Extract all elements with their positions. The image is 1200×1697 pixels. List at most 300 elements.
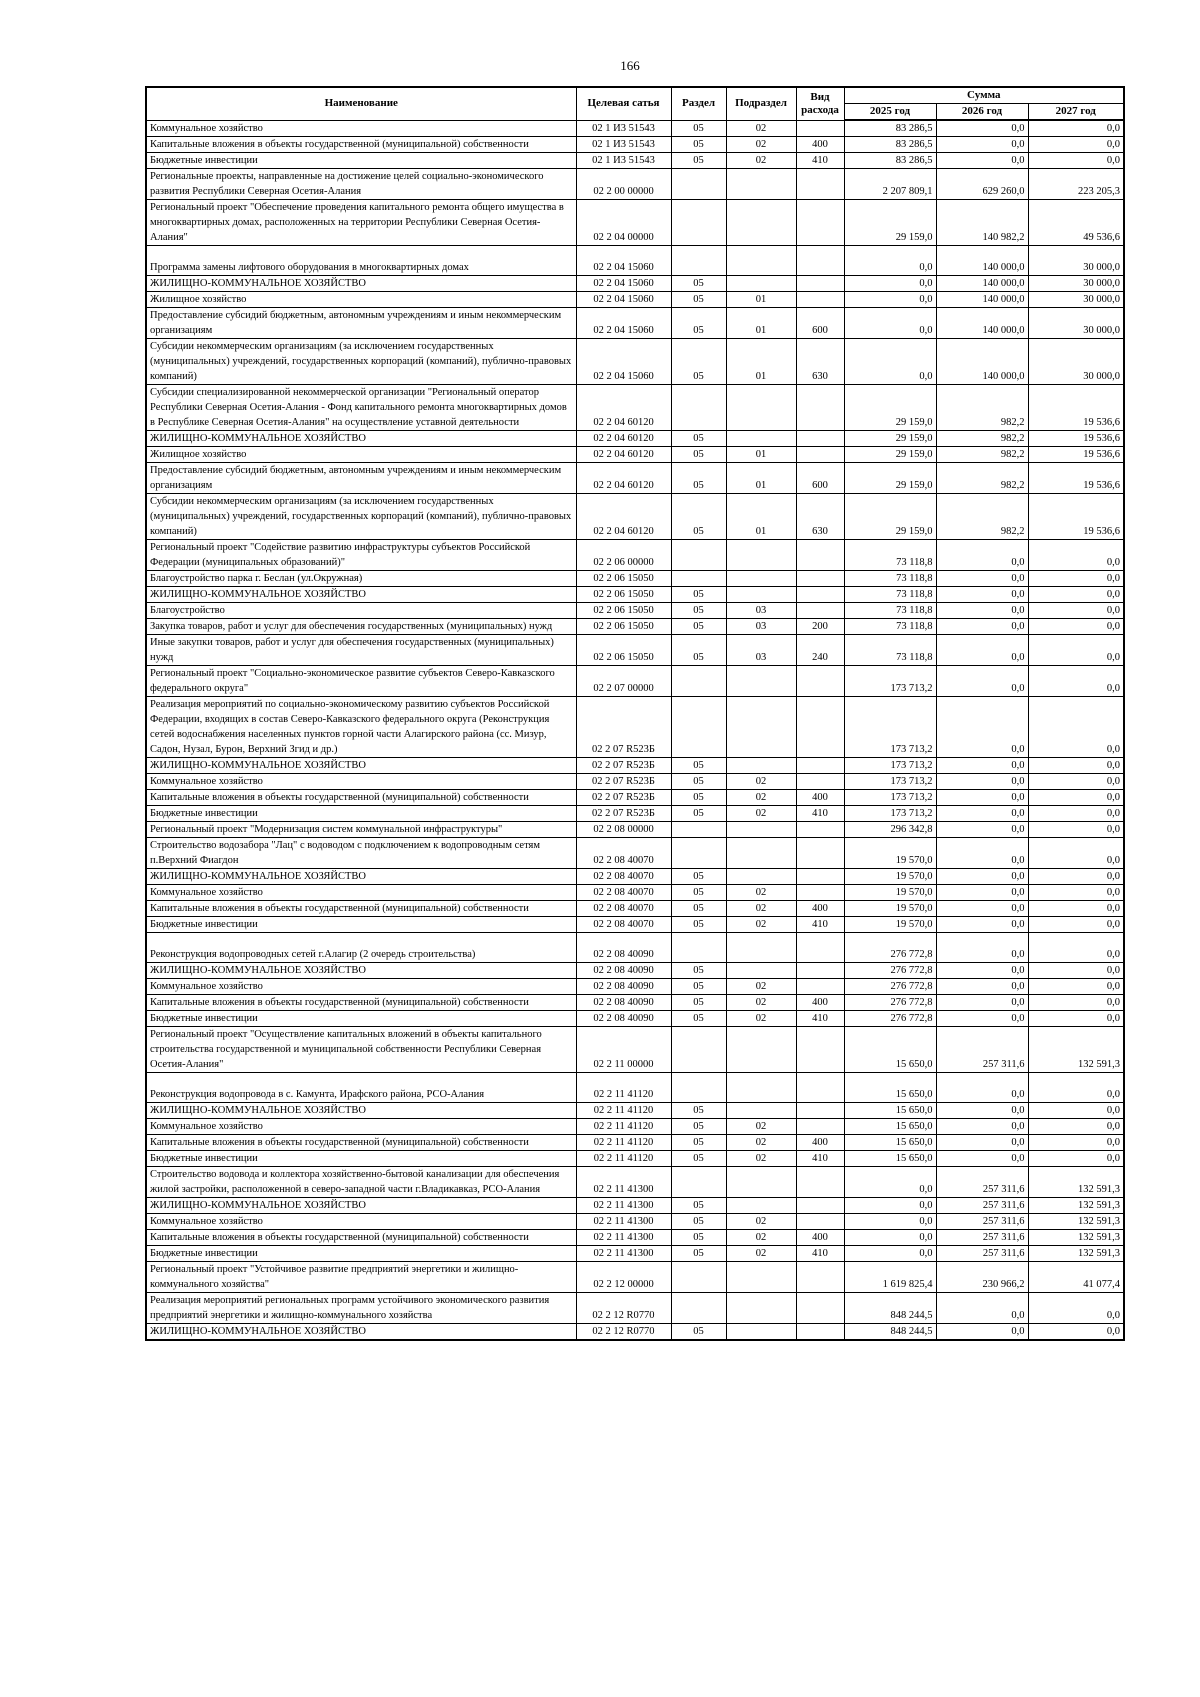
row-section: 05 [671,885,726,901]
row-amount-2027: 0,0 [1028,979,1124,995]
row-section: 05 [671,1135,726,1151]
row-name: ЖИЛИЩНО-КОММУНАЛЬНОЕ ХОЗЯЙСТВО [146,963,576,979]
row-name: Иные закупки товаров, работ и услуг для обеспечения государственных (муниципальных) нужд [146,635,576,666]
row-amount-2027: 132 591,3 [1028,1198,1124,1214]
row-subsection: 02 [726,1230,796,1246]
row-expense-type [796,822,844,838]
row-subsection: 02 [726,917,796,933]
row-name: Программа замены лифтового оборудования в многоквартирных домах [146,246,576,276]
row-section: 05 [671,1198,726,1214]
row-amount-2025: 848 244,5 [844,1293,936,1324]
row-section [671,385,726,431]
row-target-code: 02 2 04 60120 [576,494,671,540]
row-subsection: 02 [726,806,796,822]
row-subsection: 02 [726,901,796,917]
row-name: Капитальные вложения в объекты государственной (муниципальной) собственности [146,995,576,1011]
row-target-code: 02 2 06 15050 [576,619,671,635]
row-amount-2025: 276 772,8 [844,933,936,963]
row-expense-type: 630 [796,339,844,385]
row-target-code: 02 2 11 41120 [576,1151,671,1167]
row-amount-2025: 73 118,8 [844,635,936,666]
row-target-code: 02 2 08 40070 [576,869,671,885]
row-amount-2027: 0,0 [1028,917,1124,933]
row-subsection: 02 [726,790,796,806]
row-name: ЖИЛИЩНО-КОММУНАЛЬНОЕ ХОЗЯЙСТВО [146,1324,576,1341]
row-amount-2025: 15 650,0 [844,1119,936,1135]
row-subsection [726,1103,796,1119]
row-target-code: 02 2 00 00000 [576,169,671,200]
table-row [146,1214,1124,1230]
row-subsection: 02 [726,1011,796,1027]
row-target-code: 02 1 И3 51543 [576,153,671,169]
table-row [146,1293,1124,1324]
row-section: 05 [671,1151,726,1167]
row-name: ЖИЛИЩНО-КОММУНАЛЬНОЕ ХОЗЯЙСТВО [146,869,576,885]
row-name: Строительство водозабора "Лац" с водоводом с подключением к водопроводным сетям п.Верхний Фиагдон [146,838,576,869]
table-row [146,603,1124,619]
row-target-code: 02 2 07 R523Б [576,758,671,774]
row-expense-type [796,120,844,137]
row-amount-2027: 30 000,0 [1028,276,1124,292]
row-name: Региональный проект "Модернизация систем коммунальной инфраструктуры" [146,822,576,838]
row-expense-type [796,933,844,963]
row-section: 05 [671,917,726,933]
row-section [671,1262,726,1293]
row-subsection [726,1198,796,1214]
row-amount-2025: 73 118,8 [844,540,936,571]
row-amount-2026: 0,0 [936,603,1028,619]
table-row [146,1246,1124,1262]
row-amount-2025: 0,0 [844,276,936,292]
row-section [671,169,726,200]
row-name: Бюджетные инвестиции [146,1246,576,1262]
row-subsection [726,697,796,758]
row-section [671,933,726,963]
row-amount-2025: 173 713,2 [844,666,936,697]
row-amount-2027: 19 536,6 [1028,494,1124,540]
row-amount-2027: 0,0 [1028,1073,1124,1103]
row-target-code: 02 2 08 40070 [576,901,671,917]
row-amount-2027: 0,0 [1028,1011,1124,1027]
row-section: 05 [671,869,726,885]
row-expense-type [796,979,844,995]
row-amount-2026: 0,0 [936,697,1028,758]
row-name: Коммунальное хозяйство [146,885,576,901]
row-target-code: 02 2 04 60120 [576,385,671,431]
row-expense-type [796,200,844,246]
row-amount-2027: 0,0 [1028,885,1124,901]
row-amount-2025: 19 570,0 [844,901,936,917]
table-row [146,246,1124,276]
budget-table [145,86,1125,1341]
row-target-code: 02 2 12 R0770 [576,1293,671,1324]
row-amount-2026: 0,0 [936,838,1028,869]
row-amount-2027: 0,0 [1028,1119,1124,1135]
row-target-code: 02 2 07 00000 [576,666,671,697]
row-subsection [726,869,796,885]
row-expense-type: 410 [796,1151,844,1167]
table-row [146,339,1124,385]
row-amount-2027: 223 205,3 [1028,169,1124,200]
row-target-code: 02 2 11 41120 [576,1119,671,1135]
table-row [146,869,1124,885]
table-row [146,276,1124,292]
table-row [146,838,1124,869]
table-row [146,1167,1124,1198]
row-amount-2027: 0,0 [1028,666,1124,697]
row-amount-2026: 0,0 [936,540,1028,571]
col-header-target: Целевая сатья [576,87,671,120]
row-target-code: 02 2 06 15050 [576,603,671,619]
row-section [671,822,726,838]
row-amount-2026: 982,2 [936,447,1028,463]
row-expense-type: 400 [796,790,844,806]
row-name: Региональный проект "Осуществление капитальных вложений в объекты капитального строительства государственной и муниципальной собственности Республики Северная Осетия-Алания" [146,1027,576,1073]
row-subsection [726,1073,796,1103]
row-amount-2026: 0,0 [936,885,1028,901]
row-expense-type [796,1027,844,1073]
row-amount-2027: 0,0 [1028,822,1124,838]
row-subsection: 02 [726,137,796,153]
row-name: Благоустройство парка г. Беслан (ул.Окружная) [146,571,576,587]
col-header-name: Наименование [146,87,576,120]
row-expense-type [796,1198,844,1214]
row-amount-2027: 0,0 [1028,587,1124,603]
row-section: 05 [671,463,726,494]
row-amount-2027: 19 536,6 [1028,447,1124,463]
row-subsection [726,1027,796,1073]
row-expense-type [796,431,844,447]
row-amount-2025: 29 159,0 [844,200,936,246]
row-amount-2027: 0,0 [1028,758,1124,774]
row-expense-type: 400 [796,901,844,917]
row-expense-type [796,697,844,758]
row-expense-type [796,246,844,276]
table-row [146,447,1124,463]
row-amount-2025: 0,0 [844,1246,936,1262]
row-expense-type: 410 [796,917,844,933]
row-section: 05 [671,431,726,447]
row-subsection: 03 [726,603,796,619]
row-amount-2025: 15 650,0 [844,1027,936,1073]
table-row [146,494,1124,540]
row-expense-type [796,666,844,697]
row-expense-type: 410 [796,1011,844,1027]
row-amount-2025: 0,0 [844,292,936,308]
row-subsection: 03 [726,619,796,635]
row-amount-2026: 0,0 [936,1119,1028,1135]
row-section: 05 [671,1214,726,1230]
row-amount-2027: 0,0 [1028,963,1124,979]
table-row [146,933,1124,963]
row-name: ЖИЛИЩНО-КОММУНАЛЬНОЕ ХОЗЯЙСТВО [146,758,576,774]
row-amount-2026: 0,0 [936,822,1028,838]
row-expense-type: 400 [796,1135,844,1151]
row-amount-2025: 173 713,2 [844,774,936,790]
row-amount-2027: 19 536,6 [1028,463,1124,494]
row-expense-type [796,276,844,292]
table-row [146,885,1124,901]
row-amount-2025: 29 159,0 [844,494,936,540]
row-amount-2026: 0,0 [936,1324,1028,1341]
row-subsection: 02 [726,1214,796,1230]
row-section: 05 [671,901,726,917]
row-amount-2025: 15 650,0 [844,1073,936,1103]
table-row [146,1324,1124,1341]
col-header-2027: 2027 год [1028,104,1124,121]
row-name: Капитальные вложения в объекты государственной (муниципальной) собственности [146,1230,576,1246]
table-row [146,806,1124,822]
table-row [146,1198,1124,1214]
row-name: Бюджетные инвестиции [146,153,576,169]
row-name: Бюджетные инвестиции [146,917,576,933]
row-expense-type: 200 [796,619,844,635]
row-amount-2026: 0,0 [936,1073,1028,1103]
row-amount-2026: 257 311,6 [936,1027,1028,1073]
row-amount-2025: 29 159,0 [844,463,936,494]
row-subsection: 02 [726,1135,796,1151]
row-amount-2027: 30 000,0 [1028,292,1124,308]
row-name: Региональный проект "Социально-экономическое развитие субъектов Северо-Кавказского федерального округа" [146,666,576,697]
row-amount-2026: 140 000,0 [936,339,1028,385]
row-section: 05 [671,276,726,292]
row-expense-type: 410 [796,806,844,822]
row-section [671,540,726,571]
row-amount-2026: 0,0 [936,635,1028,666]
row-name: Закупка товаров, работ и услуг для обеспечения государственных (муниципальных) нужд [146,619,576,635]
row-amount-2027: 49 536,6 [1028,200,1124,246]
row-amount-2025: 83 286,5 [844,120,936,137]
row-amount-2027: 0,0 [1028,838,1124,869]
row-amount-2025: 173 713,2 [844,758,936,774]
row-section: 05 [671,790,726,806]
row-section: 05 [671,1246,726,1262]
row-section: 05 [671,137,726,153]
row-expense-type: 400 [796,1230,844,1246]
table-row [146,995,1124,1011]
row-amount-2026: 0,0 [936,790,1028,806]
row-amount-2025: 173 713,2 [844,790,936,806]
row-amount-2026: 0,0 [936,153,1028,169]
row-expense-type: 240 [796,635,844,666]
row-amount-2025: 1 619 825,4 [844,1262,936,1293]
row-target-code: 02 2 08 40070 [576,917,671,933]
row-amount-2026: 257 311,6 [936,1214,1028,1230]
row-subsection: 02 [726,995,796,1011]
row-expense-type [796,774,844,790]
table-body [146,120,1124,1340]
row-name: Предоставление субсидий бюджетным, автономным учреждениям и иным некоммерческим организациям [146,308,576,339]
row-amount-2027: 0,0 [1028,137,1124,153]
row-amount-2026: 230 966,2 [936,1262,1028,1293]
row-name: Капитальные вложения в объекты государственной (муниципальной) собственности [146,137,576,153]
row-expense-type: 410 [796,1246,844,1262]
row-subsection: 01 [726,494,796,540]
row-subsection [726,385,796,431]
row-name: Бюджетные инвестиции [146,1151,576,1167]
row-section: 05 [671,758,726,774]
row-expense-type [796,869,844,885]
row-subsection: 02 [726,153,796,169]
row-name: Строительство водовода и коллектора хозяйственно-бытовой канализации для обеспечения жилой застройки, расположенной в северо-западной части г.Владикавказ, РСО-Алания [146,1167,576,1198]
row-section [671,571,726,587]
table-row [146,153,1124,169]
row-amount-2025: 296 342,8 [844,822,936,838]
table-row [146,979,1124,995]
row-expense-type [796,1262,844,1293]
row-target-code: 02 2 06 15050 [576,635,671,666]
table-row [146,292,1124,308]
row-target-code: 02 2 08 40090 [576,1011,671,1027]
row-amount-2025: 0,0 [844,246,936,276]
row-amount-2027: 30 000,0 [1028,308,1124,339]
row-amount-2026: 0,0 [936,619,1028,635]
row-amount-2026: 140 000,0 [936,308,1028,339]
row-amount-2027: 0,0 [1028,1151,1124,1167]
row-amount-2027: 0,0 [1028,697,1124,758]
row-subsection: 02 [726,120,796,137]
row-name: Реконструкция водопровода в с. Камунта, Ирафского района, РСО-Алания [146,1073,576,1103]
row-amount-2026: 0,0 [936,120,1028,137]
row-target-code: 02 2 11 41300 [576,1230,671,1246]
row-amount-2027: 0,0 [1028,901,1124,917]
table-row [146,1027,1124,1073]
row-section [671,1073,726,1103]
row-name: Субсидии некоммерческим организациям (за исключением государственных (муниципальных) учреждений, государственных корпораций (компаний), публично-правовых компаний) [146,339,576,385]
table-row [146,169,1124,200]
row-subsection: 01 [726,463,796,494]
row-target-code: 02 2 04 60120 [576,447,671,463]
row-name: Бюджетные инвестиции [146,1011,576,1027]
table-row [146,963,1124,979]
row-amount-2025: 2 207 809,1 [844,169,936,200]
row-subsection: 01 [726,292,796,308]
row-section: 05 [671,1119,726,1135]
row-section [671,838,726,869]
row-amount-2025: 0,0 [844,1167,936,1198]
table-row [146,137,1124,153]
table-row [146,758,1124,774]
table-row [146,697,1124,758]
row-amount-2025: 0,0 [844,339,936,385]
row-target-code: 02 2 11 41300 [576,1214,671,1230]
row-section: 05 [671,995,726,1011]
row-amount-2025: 276 772,8 [844,995,936,1011]
row-amount-2026: 140 000,0 [936,292,1028,308]
table-row [146,1230,1124,1246]
col-header-sum: Сумма [844,87,1124,104]
table-row [146,1119,1124,1135]
table-row [146,1073,1124,1103]
row-name: ЖИЛИЩНО-КОММУНАЛЬНОЕ ХОЗЯЙСТВО [146,1103,576,1119]
row-name: Коммунальное хозяйство [146,979,576,995]
row-section [671,1293,726,1324]
row-amount-2027: 0,0 [1028,1135,1124,1151]
row-amount-2026: 0,0 [936,587,1028,603]
row-amount-2026: 0,0 [936,901,1028,917]
table-row [146,822,1124,838]
row-amount-2026: 0,0 [936,869,1028,885]
row-name: Региональный проект "Содействие развитию инфраструктуры субъектов Российской Федерации (муниципальных образований)" [146,540,576,571]
row-amount-2026: 140 000,0 [936,246,1028,276]
row-amount-2027: 132 591,3 [1028,1214,1124,1230]
row-subsection [726,1167,796,1198]
row-name: Капитальные вложения в объекты государственной (муниципальной) собственности [146,901,576,917]
row-target-code: 02 2 06 15050 [576,571,671,587]
row-expense-type [796,603,844,619]
row-amount-2027: 0,0 [1028,619,1124,635]
row-name: Реконструкция водопроводных сетей г.Алагир (2 очередь строительства) [146,933,576,963]
table-row [146,1135,1124,1151]
row-section: 05 [671,1324,726,1341]
row-subsection [726,838,796,869]
row-subsection [726,246,796,276]
row-amount-2026: 257 311,6 [936,1230,1028,1246]
row-amount-2027: 0,0 [1028,120,1124,137]
row-section: 05 [671,587,726,603]
table-row [146,571,1124,587]
row-amount-2026: 0,0 [936,963,1028,979]
row-expense-type [796,758,844,774]
row-amount-2025: 29 159,0 [844,385,936,431]
row-amount-2025: 73 118,8 [844,619,936,635]
row-subsection: 02 [726,1246,796,1262]
row-subsection: 02 [726,885,796,901]
row-expense-type [796,447,844,463]
row-amount-2025: 73 118,8 [844,571,936,587]
row-target-code: 02 2 06 15050 [576,587,671,603]
row-amount-2027: 30 000,0 [1028,246,1124,276]
row-expense-type [796,1103,844,1119]
table-row [146,200,1124,246]
table-row [146,774,1124,790]
row-target-code: 02 2 07 R523Б [576,806,671,822]
row-target-code: 02 1 И3 51543 [576,137,671,153]
table-row [146,385,1124,431]
row-name: Жилищное хозяйство [146,292,576,308]
row-target-code: 02 2 11 41300 [576,1167,671,1198]
row-section: 05 [671,339,726,385]
row-subsection [726,431,796,447]
row-amount-2026: 0,0 [936,758,1028,774]
row-subsection [726,1324,796,1341]
row-subsection: 02 [726,774,796,790]
row-amount-2027: 0,0 [1028,153,1124,169]
row-section: 05 [671,494,726,540]
row-amount-2025: 276 772,8 [844,979,936,995]
row-amount-2025: 29 159,0 [844,447,936,463]
row-subsection: 01 [726,339,796,385]
row-name: Субсидии специализированной некоммерческой организации "Региональный оператор Республики Северная Осетия-Алания - Фонд капитального ремонта многоквартирных домов в Республике Северная Осетия-Алания" на осуществление уставной деятельности [146,385,576,431]
row-amount-2026: 0,0 [936,933,1028,963]
row-amount-2027: 132 591,3 [1028,1230,1124,1246]
row-subsection [726,169,796,200]
row-target-code: 02 2 12 00000 [576,1262,671,1293]
row-amount-2025: 19 570,0 [844,838,936,869]
row-amount-2026: 257 311,6 [936,1167,1028,1198]
row-amount-2026: 140 982,2 [936,200,1028,246]
table-row [146,587,1124,603]
row-subsection [726,587,796,603]
row-target-code: 02 2 12 R0770 [576,1324,671,1341]
row-amount-2025: 173 713,2 [844,806,936,822]
row-name: ЖИЛИЩНО-КОММУНАЛЬНОЕ ХОЗЯЙСТВО [146,431,576,447]
row-amount-2027: 0,0 [1028,869,1124,885]
row-expense-type: 600 [796,463,844,494]
row-amount-2027: 0,0 [1028,933,1124,963]
row-section: 05 [671,806,726,822]
row-expense-type [796,571,844,587]
